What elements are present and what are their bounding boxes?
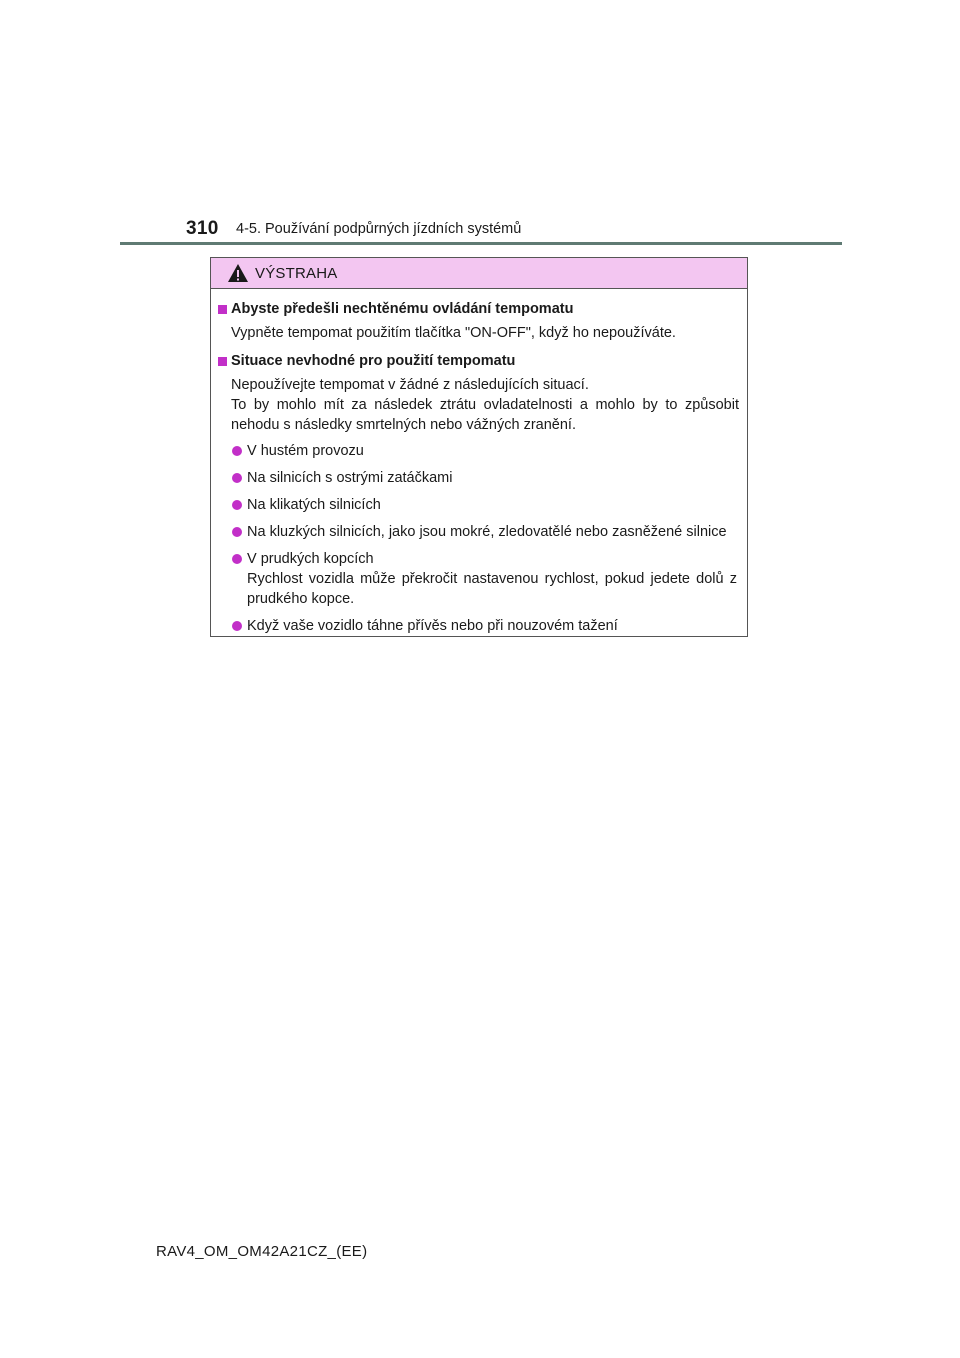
section-heading: [216, 299, 739, 319]
list-item: [216, 522, 739, 542]
paragraph-line: Nepoužívejte tempomat v žádné z následujících situací.: [231, 377, 589, 393]
warning-triangle-icon: [227, 263, 249, 283]
list-item-body: [247, 549, 739, 609]
square-bullet-icon: [218, 305, 227, 314]
list-item: [216, 495, 739, 515]
list-item-text: Na klikatých silnicích: [247, 497, 381, 513]
list-item-text: V prudkých kopcích: [247, 551, 374, 567]
list-item: [216, 616, 739, 636]
warning-title: VÝSTRAHA: [255, 264, 338, 282]
paragraph-line: To by mohlo mít za následek ztrátu ovladatelnosti a mohlo by to způsobit nehodu s následky smrtelných nebo vážných zranění.: [231, 397, 739, 433]
section-heading: [216, 351, 739, 371]
header-rule: [120, 242, 842, 245]
warning-section: [216, 299, 739, 343]
situation-list: [216, 441, 739, 636]
footer-doc-code: RAV4_OM_OM42A21CZ_(EE): [156, 1243, 368, 1260]
warning-body: [211, 289, 747, 636]
dot-bullet-icon: [232, 446, 242, 456]
dot-bullet-icon: [232, 527, 242, 537]
section-paragraph: [216, 375, 739, 435]
list-item: [216, 549, 739, 609]
list-item-text: Když vaše vozidlo táhne přívěs nebo při nouzovém tažení: [247, 618, 618, 634]
warning-box: [210, 257, 748, 637]
warning-section: [216, 351, 739, 636]
dot-bullet-icon: [232, 554, 242, 564]
list-item-note: Rychlost vozidla může překročit nastavenou rychlost, pokud jedete dolů z prudkého kopce.: [247, 571, 737, 607]
section-paragraph: Vypněte tempomat použitím tlačítka "ON-OFF", když ho nepoužíváte.: [231, 325, 676, 341]
section-heading-text: Abyste předešli nechtěnému ovládání tempomatu: [231, 301, 574, 317]
warning-header: [211, 258, 747, 289]
square-bullet-icon: [218, 357, 227, 366]
dot-bullet-icon: [232, 621, 242, 631]
list-item: [216, 441, 739, 461]
dot-bullet-icon: [232, 473, 242, 483]
dot-bullet-icon: [232, 500, 242, 510]
page-number: 310: [186, 218, 219, 239]
list-item-text: Na silnicích s ostrými zatáčkami: [247, 470, 453, 486]
section-title: 4-5. Používání podpůrných jízdních systémů: [236, 221, 522, 237]
list-item-text: Na kluzkých silnicích, jako jsou mokré, zledovatělé nebo zasněžené silnice: [247, 524, 727, 540]
list-item: [216, 468, 739, 488]
section-heading-text: Situace nevhodné pro použití tempomatu: [231, 353, 516, 369]
list-item-text: V hustém provozu: [247, 443, 364, 459]
